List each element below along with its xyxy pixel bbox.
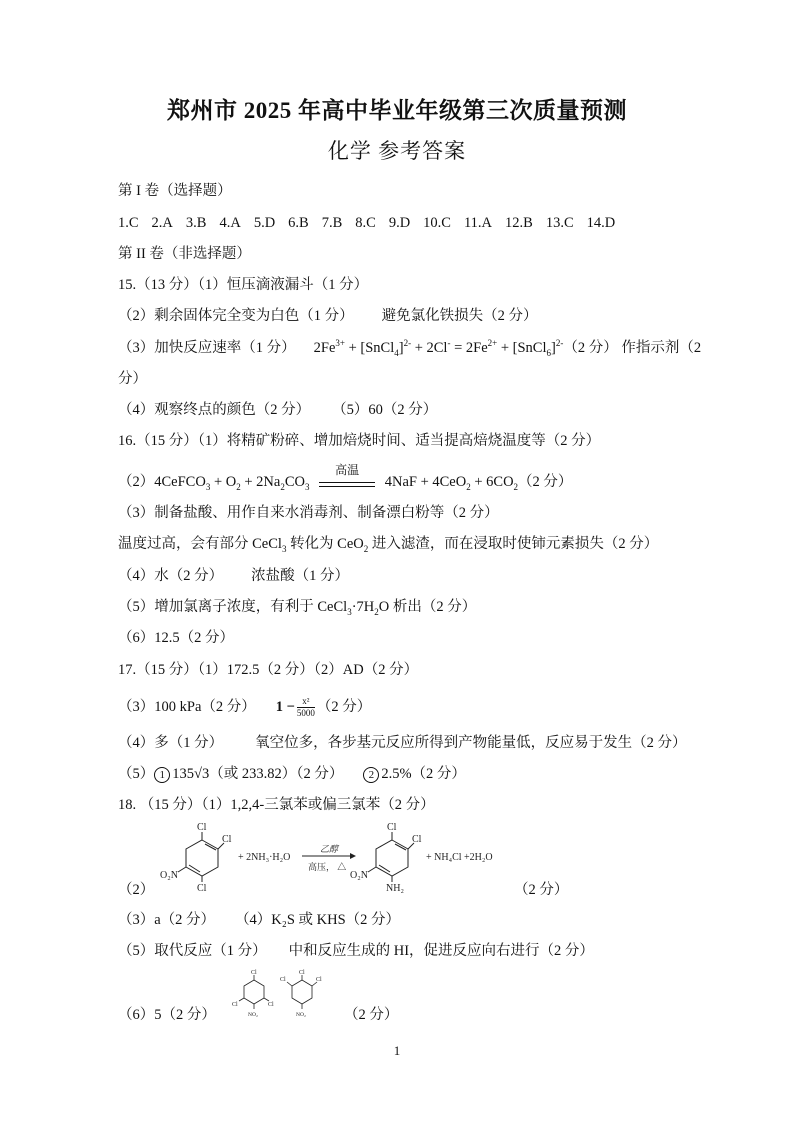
mc-answer: 4.A <box>219 215 241 231</box>
q18-line-2-score: （2 分） <box>514 882 569 898</box>
atom-label: Cl <box>387 822 397 833</box>
q15-2-reason: 避免氯化铁损失（2 分） <box>381 308 538 324</box>
q16-2-reactants: （2）4CeFCO$_3$ + $O_2 + 2Na_2CO_3$ <box>118 474 310 492</box>
reagent-label: + 2NH₃·H₂O <box>238 852 291 863</box>
mc-answer: 8.C <box>355 215 376 231</box>
q15-line-1: 15.（13 分）（1）恒压滴液漏斗（1 分） <box>118 277 369 293</box>
atom-label: Cl <box>280 977 286 983</box>
q16-line-1: 16.（15 分）（1）将精矿粉碎、增加焙烧时间、适当提高焙烧温度等（2 分） <box>118 433 601 449</box>
atom-label: Cl <box>268 1002 274 1008</box>
mc-answer: 1.C <box>118 215 139 231</box>
q18-line-5-score: （2 分） <box>344 1007 399 1023</box>
q15-4-answer: （4）观察终点的颜色（2 分） <box>118 402 311 418</box>
q18-line-3: （3）a（2 分） （4）K₂S 或 KHS（2 分） <box>118 912 401 928</box>
atom-label: Cl <box>232 1002 238 1008</box>
q15-line-3 <box>118 338 701 358</box>
circled-number-2: 2 <box>363 767 379 783</box>
section-heading-1: 第 I 卷（选择题） <box>118 183 232 199</box>
q16-line-3b: 温度过高，会有部分 CeCl$_3$ 转化为 CeO$_2$ 进入滤渣，而在浸取时使铈元素损失（2 分） <box>118 536 659 554</box>
atom-label: NO₂ <box>296 1012 306 1018</box>
section-heading-2: 第 II 卷（非选择题） <box>118 246 251 262</box>
q18-line-1: 18. （15 分）（1）1,2,4-三氯苯或偏三氯苯（2 分） <box>118 797 435 813</box>
q17-line-2: （3）100 kPa（2 分） 1 − $\frac{\text{x²}}{5000}$ （2 分） <box>118 696 372 718</box>
q15-line-2 <box>118 306 538 326</box>
isomer-2-ring <box>287 975 317 1009</box>
page-number: 1 <box>393 1043 401 1058</box>
atom-label: Cl <box>197 883 207 894</box>
reaction-scheme-diagram <box>150 818 510 900</box>
page-subtitle: 化学 参考答案 <box>327 139 467 163</box>
isomer-1-ring <box>239 975 269 1009</box>
q15-3-answer: （3）加快反应速率（1 分） <box>118 340 296 356</box>
reactant-benzene-ring <box>178 832 224 882</box>
atom-label: O₂N <box>160 870 178 881</box>
q16-line-6: （6）12.5（2 分） <box>118 630 234 646</box>
q16-2-products: $4NaF + 4CeO_2 + 6CO_2$ <box>384 474 519 492</box>
q15-2-answer: （2）剩余固体完全变为白色（1 分） <box>118 308 354 324</box>
condition-label: 乙醇 <box>320 844 339 854</box>
mc-answer: 7.B <box>321 215 343 231</box>
atom-label: Cl <box>222 834 232 845</box>
q16-line-5: （5）增加氯离子浓度，有利于 $CeCl_3\cdot 7H_2O$ 析出（2 分） <box>118 599 477 617</box>
q17-line-4: （5） 1 135√3（或 233.82）（2 分） 2 2.5%（2 分） <box>118 766 466 782</box>
q15-5-answer: （5）60（2 分） <box>332 402 438 418</box>
mc-answer: 11.A <box>463 215 493 231</box>
atom-label: Cl <box>316 977 322 983</box>
product-benzene-ring <box>368 832 414 882</box>
q16-2-tail: （2 分） <box>518 474 573 490</box>
mc-answer: 10.C <box>423 215 451 231</box>
q16-line-3: （3）制备盐酸、用作自来水消毒剂、制备漂白粉等（2 分） <box>118 505 499 521</box>
atom-label: NH₂ <box>386 883 404 894</box>
atom-label: Cl <box>299 970 305 976</box>
mc-answer: 6.B <box>288 215 309 231</box>
fraction: $\frac{\text{x²}}{5000}$ <box>296 696 315 718</box>
atom-label: O₂N <box>350 870 368 881</box>
q16-line-4: （4）水（2 分） 浓盐酸（1 分） <box>118 568 349 584</box>
mc-answer: 3.B <box>185 215 207 231</box>
mc-answer: 13.C <box>545 215 574 231</box>
q15-line-3-cont: 分） <box>118 371 147 387</box>
mc-answer: 9.D <box>388 215 411 231</box>
q18-line-2-label: （2） <box>118 882 155 898</box>
q17-line-1: 17.（15 分）（1）172.5（2 分）（2）AD（2 分） <box>118 662 419 678</box>
atom-label: Cl <box>251 970 257 976</box>
q18-line-5-label: （6）5（2 分） <box>118 1007 216 1023</box>
arrow-head <box>350 853 356 859</box>
page-title: 郑州市 2025 年高中毕业年级第三次质量预测 <box>167 98 627 123</box>
reaction-condition-arrow: 高温 <box>319 473 375 493</box>
multiple-choice-answers <box>118 213 628 233</box>
q15-line-4 <box>118 400 437 420</box>
q15-3-tail: （2 分） 作指示剂（2 <box>563 340 702 356</box>
circled-number-1: 1 <box>154 767 170 783</box>
isomer-structures-diagram <box>226 966 336 1024</box>
mc-answer: 2.A <box>151 215 173 231</box>
atom-label: Cl <box>197 822 207 833</box>
q17-line-3: （4）多（1 分） 氧空位多，各步基元反应所得到产物能量低，反应易于发生（2 分） <box>118 735 687 751</box>
q18-line-4: （5）取代反应（1 分） 中和反应生成的 HI，促进反应向右进行（2 分） <box>118 943 594 959</box>
mc-answer: 12.B <box>505 215 533 231</box>
mc-answer: 5.D <box>253 215 276 231</box>
q16-line-2 <box>118 462 573 493</box>
condition-label: 高压， △ <box>308 862 347 872</box>
atom-label: NO₂ <box>248 1012 258 1018</box>
products-label: + NH₄Cl +2H₂O <box>426 852 493 863</box>
mc-answer: 14.D <box>586 215 616 231</box>
q15-3-equation: $2Fe^{3+}$ + [SnCl$_4$]$^{2-}$ + $2Cl^- = 2Fe^{2+}$ + [SnCl$_6$]$^{2-}$ <box>313 338 564 358</box>
atom-label: Cl <box>412 834 422 845</box>
